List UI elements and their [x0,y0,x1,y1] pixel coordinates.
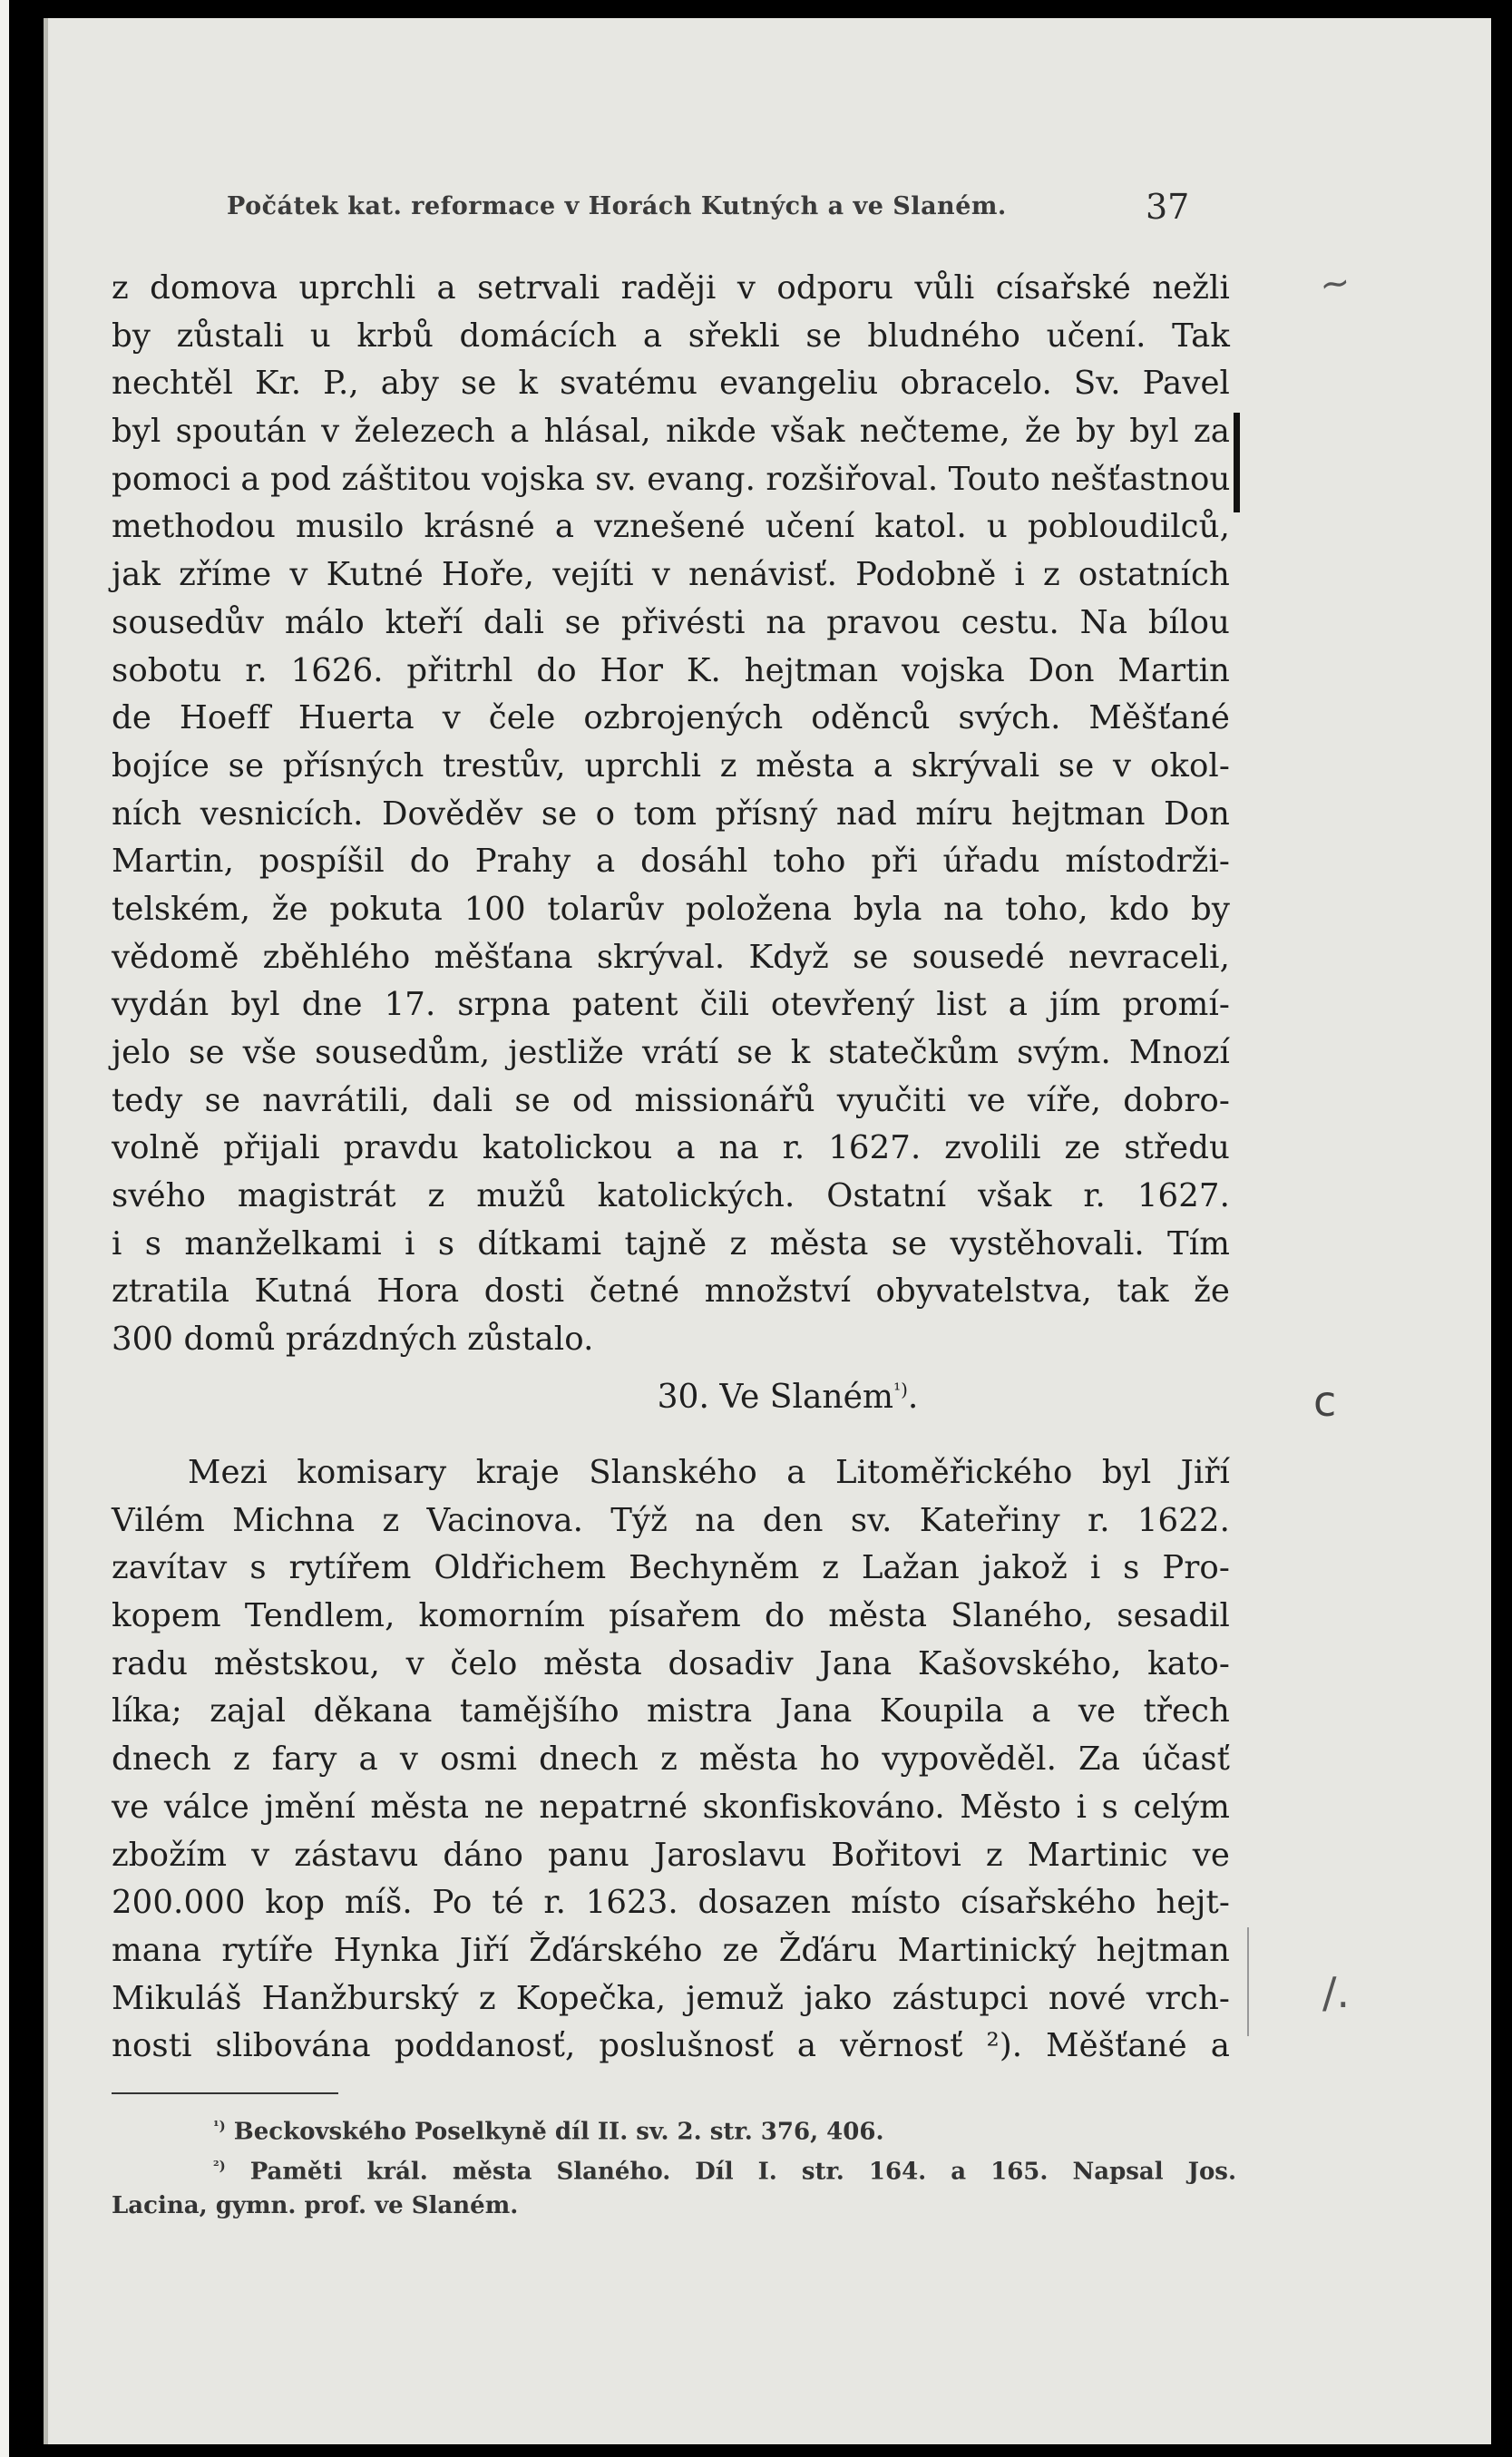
text-line: dnech z fary a v osmi dnech z města ho vypověděl. Za účasť [112,1740,1230,1779]
text-line: Mezi komisary kraje Slanského a Litoměřického byl Jiří [188,1454,1230,1491]
text-line: Vilém Michna z Vacinova. Týž na den sv. Kateřiny r. 1622. [112,1501,1230,1539]
margin-pencil-dash: ~ [1316,260,1353,307]
section-heading-text: 30. Ve Slaném [657,1379,894,1416]
text-line: zavítav s rytířem Oldřichem Bechyněm z Lažan jakož i s Pro- [112,1549,1230,1587]
section-heading-end: . [907,1379,919,1416]
footnote-rule [112,2092,338,2094]
text-line: 300 domů prázdných zůstalo. [112,1321,594,1359]
body-text-1 [112,265,1230,1364]
footnote-1 [112,2106,1236,2146]
text-line: svého magistrát z mužů katolických. Ostatní však r. 1627. [112,1177,1230,1215]
text-line: kopem Tendlem, komorním písařem do města Slaného, sesadil [112,1597,1230,1635]
text-line: ve válce jmění města ne nepatrné skonfiskováno. Město i s celým [112,1788,1230,1826]
text-line: tedy se navrátili, dali se od missionářů vyučiti ve víře, dobro- [112,1081,1230,1119]
footnote-2-mark: ²) [213,2158,226,2174]
text-line: bojíce se přísných trestův, uprchli z města a skrývali se v okol- [112,746,1230,785]
text-line: telském, že pokuta 100 tolarův položena byla na toho, kdo by [112,890,1230,928]
section-heading [0,1379,1512,1416]
text-line: ních vesnicích. Dověděv se o tom přísný nad míru hejtman Don [112,795,1230,833]
margin-ink-bar [1234,413,1240,512]
text-line: pomoci a pod záštitou vojska sv. evang. rozšiřoval. Touto nešťastnou [112,460,1231,498]
text-line: zbožím v zástavu dáno panu Jaroslavu Bořitovi z Martinic ve [112,1836,1230,1874]
text-line: de Hoeff Huerta v čele ozbrojených oděnců svých. Měšťané [112,699,1230,737]
footnote-2-continuation: Lacina, gymn. prof. ve Slaném. [112,2192,519,2219]
footnote-1-text: Beckovského Poselkyně díl II. sv. 2. str. 376, 406. [225,2118,884,2146]
footnote-2-text: Paměti král. města Slaného. Díl I. str. 164. a 165. Napsal Jos. [225,2158,1236,2186]
text-line: byl spoután v železech a hlásal, nikde však nečteme, že by byl za [112,413,1230,451]
footnote-mark: ¹) [893,1379,908,1400]
running-head: Počátek kat. reformace v Horách Kutných a ve Slaném. [227,192,1007,220]
text-line: sousedův málo kteří dali se přivésti na pravou cestu. Na bílou [112,603,1230,641]
text-line: Martin, pospíšil do Prahy a dosáhl toho při úřadu místodrži- [112,843,1230,881]
text-line: nosti slibována poddanosť, poslušnosť a věrnosť ²). Měšťané a [112,2027,1230,2065]
text-line: Mikuláš Hanžburský z Kopečka, jemuž jako zástupci nové vrch- [112,1979,1230,2017]
text-line: ztratila Kutná Hora dosti četné množství obyvatelstva, tak že [112,1272,1230,1311]
body-text-2 [112,1449,1230,2071]
text-line: vydán byl dne 17. srpna patent čili otevřený list a jím promí- [112,986,1230,1024]
margin-pencil-slash: /. [1322,1968,1351,2017]
text-line: i s manželkami i s dítkami tajně z města se vystěhovali. Tím [112,1224,1230,1263]
margin-pencil-line [1247,1927,1249,2036]
footnote-2 [112,2146,1236,2186]
text-line: sobotu r. 1626. přitrhl do Hor K. hejtman vojska Don Martin [112,651,1230,689]
text-line: by zůstali u krbů domácích a sřekli se bludného učení. Tak [112,317,1230,355]
margin-pencil-c: c [1313,1377,1337,1426]
footnote-1-mark: ¹) [213,2118,226,2134]
text-line: jak zříme v Kutné Hoře, vejíti v nenávisť. Podobně i z ostatních [112,556,1230,594]
text-line: mana rytíře Hynka Jiří Žďárského ze Žďáru Martinický hejtman [112,1931,1230,1969]
text-line: nechtěl Kr. P., aby se k svatému evangeliu obracelo. Sv. Pavel [112,365,1230,403]
text-line: z domova uprchli a setrvali raději v odporu vůli císařské nežli [112,269,1230,307]
text-line: jelo se vše sousedům, jestliže vrátí se k statečkům svým. Mnozí [112,1034,1230,1071]
page-header [0,187,1224,238]
page-number: 37 [1146,187,1190,227]
text-line: vědomě zběhlého měšťana skrýval. Když se sousedé nevraceli, [112,938,1230,976]
text-line: radu městskou, v čelo města dosadiv Jana Kašovského, kato- [112,1644,1230,1682]
text-line: líka; zajal děkana tamějšího mistra Jana Koupila a ve třech [112,1692,1230,1731]
text-line: methodou musilo krásné a vznešené učení katol. u pobloudilců, [112,508,1230,546]
footnotes [112,2106,1236,2226]
text-line: 200.000 kop míš. Po té r. 1623. dosazen místo císařského hejt- [112,1884,1230,1922]
binding-edge [0,0,9,2457]
text-line: volně přijali pravdu katolickou a na r. 1627. zvolili ze středu [112,1129,1230,1167]
